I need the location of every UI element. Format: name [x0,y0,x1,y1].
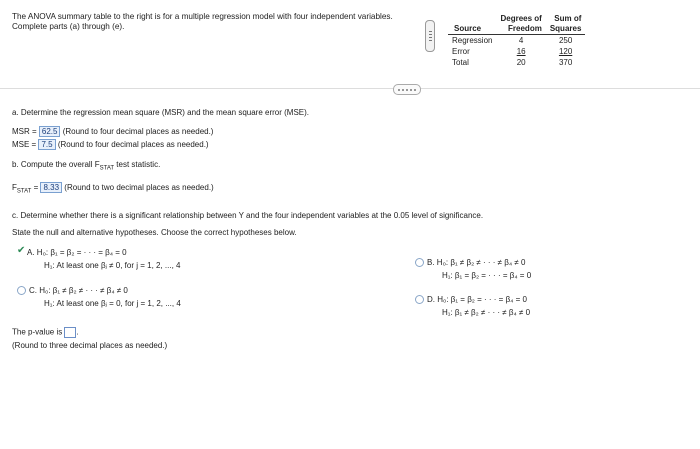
expand-collapse-button[interactable] [393,84,421,95]
ss-header-top: Sum of [554,14,582,23]
option-c-h1: H₁: At least one βⱼ = 0, for j = 1, 2, ..., 4 [44,299,181,308]
source-header: Source [448,24,496,35]
part-c-instruction: State the null and alternative hypotheses. Choose the correct hypotheses below. [12,228,297,237]
fstat-row: $F_{STAT} = 8.33$ (Round to two decimal places as needed.) [12,183,214,195]
fstat-answer[interactable]: 8.33 [40,182,62,193]
pvalue-note: (Round to three decimal places as needed.) [12,341,168,350]
option-c-radio[interactable] [17,286,26,295]
fstat-note: (Round to two decimal places as needed.) [64,183,214,192]
mse-row [12,139,209,150]
ss-header-bottom: Squares [546,24,586,35]
option-d[interactable]: D. H₀: β₁ = β₂ = · · · = β₄ = 0 [427,295,528,304]
row-df: 16 [516,47,526,56]
mse-label: MSE = [12,140,37,149]
problem-intro: The ANOVA summary table to the right is for a multiple regression model with four independent variables. Complete parts (a) through (e). [12,12,393,31]
part-b-prompt: b. Compute the overall $F_{STAT}$ test statistic. [12,160,161,172]
mse-note: (Round to four decimal places as needed.) [57,140,209,149]
part-a-prompt: a. Determine the regression mean square (MSR) and the mean square error (MSE). [12,108,310,117]
row-ss: 250 [558,36,573,45]
table-row [448,35,585,47]
mse-answer[interactable]: 7.5 [38,139,55,150]
table-row [448,46,585,57]
row-source: Total [452,58,469,67]
msr-note: (Round to four decimal places as needed.) [62,127,214,136]
msr-answer[interactable]: 62.5 [39,126,61,137]
option-a-h1: H₁: At least one βⱼ ≠ 0, for j = 1, 2, ..., 4 [44,261,181,270]
row-df: 20 [516,58,526,67]
row-ss: 120 [558,47,573,56]
table-row [448,57,585,68]
option-b-h1: H₁: β₁ = β₂ = · · · = β₄ = 0 [442,271,532,280]
df-header-top: Degrees of [500,14,542,23]
msr-label: MSR = [12,127,37,136]
pvalue-label: The p-value is [12,327,63,337]
section-divider [0,88,700,89]
option-b-radio[interactable] [415,258,424,267]
checkmark-icon: ✔ [17,245,26,256]
msr-row [12,126,213,137]
df-header-bottom: Freedom [496,24,545,35]
option-d-radio[interactable] [415,295,424,304]
option-c[interactable]: C. H₀: β₁ ≠ β₂ ≠ · · · ≠ β₄ ≠ 0 [29,286,128,295]
option-b[interactable]: B. H₀: β₁ ≠ β₂ ≠ · · · ≠ β₄ ≠ 0 [427,258,526,267]
row-source: Error [452,47,470,56]
option-a[interactable]: A. H₀: β₁ = β₂ = · · · = β₄ = 0 [27,248,127,257]
pvalue-input[interactable] [64,327,76,338]
table-drag-handle[interactable] [425,20,435,52]
pvalue-row: The p-value is . [12,327,79,337]
row-df: 4 [518,36,524,45]
option-d-h1: H₁: β₁ ≠ β₂ ≠ · · · ≠ β₄ ≠ 0 [442,308,531,317]
row-source: Regression [452,36,493,45]
part-c-prompt: c. Determine whether there is a significant relationship between Y and the four independent variables at the 0.05 level of significance. [12,211,484,220]
row-ss: 370 [558,58,573,67]
anova-table [448,14,585,68]
